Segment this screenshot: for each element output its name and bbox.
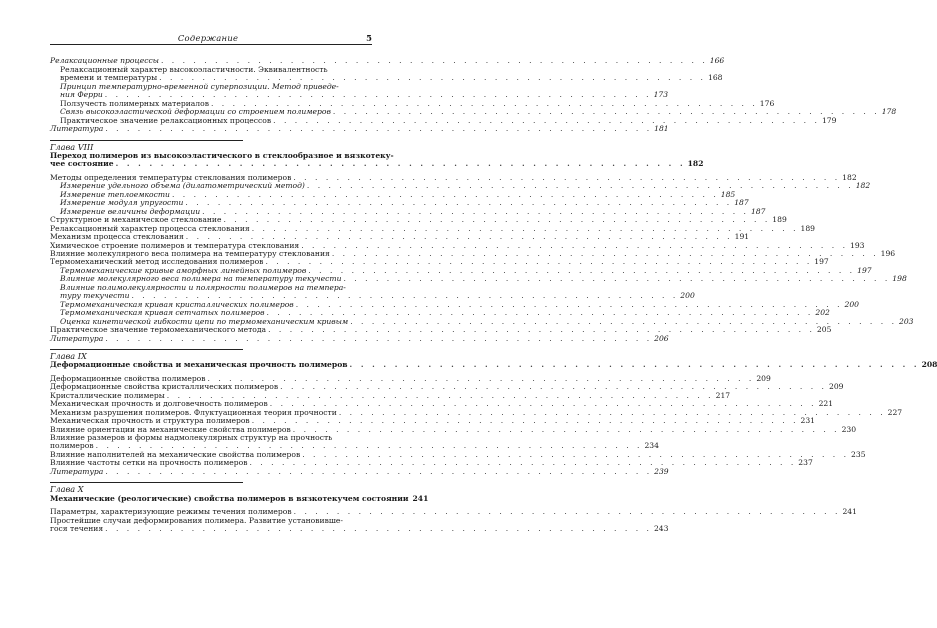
toc-entry-title: ния Ферри: [60, 90, 103, 100]
dot-leader: . . . . . . . . . . . . . . . . . . . . . . . . . . . . . . . . . . . . . . . . . . . . . . . . . . .: [251, 223, 799, 233]
toc-entry: [50, 466, 669, 476]
toc-entry-line: Переход полимеров из высокоэластического в стеклообразное и вязкотеку-: [50, 150, 394, 160]
toc-entry: [50, 124, 669, 134]
toc-page-number: 227: [887, 407, 903, 417]
dot-leader: . . . . . . . . . . . . . . . . . . . . . . . . . . . . . . . . . . . . . . . . . . . . . . . . . . .: [343, 274, 891, 284]
toc-page-number: 241: [842, 507, 857, 517]
toc-entry-title: Влияние частоты сетки на прочность полимеров: [50, 458, 248, 468]
toc-page-number: 187: [750, 206, 766, 216]
toc-page-number: 168: [707, 73, 723, 83]
toc-page-number: 200: [844, 299, 859, 309]
dot-leader: . . . . . . . . . . . . . . . . . . . . . . . . . . . . . . . . . . . . . . . . . . . . . . . . . . .: [295, 299, 843, 309]
dot-leader: . . . . . . . . . . . . . . . . . . . . . . . . . . . . . . . . . . . . . . . . . . . . . . . . . . .: [293, 507, 841, 517]
toc-page-number: 206: [654, 333, 669, 343]
toc-page-number: 202: [815, 308, 830, 318]
toc-entry-title: полимеров: [50, 441, 94, 451]
dot-leader: . . . . . . . . . . . . . . . . . . . . . . . . . . . . . . . . . . . . . . . . . . . . . . . . . . .: [332, 107, 880, 117]
dot-leader: . . . . . . . . . . . . . . . . . . . . . . . . . . . . . . . . . . . . . . . . . . . . . . . . . . .: [269, 399, 817, 409]
toc-entry-title: Деформационные свойства кристаллических полимеров: [50, 382, 279, 392]
chapter-heading: Глава VIII: [50, 140, 243, 151]
dot-leader: . . . . . . . . . . . . . . . . . . . . . . . . . . . . . . . . . . . . . . . . . . . . . . . . . . .: [95, 441, 643, 451]
page-number: 5: [366, 33, 372, 43]
toc-entry-title: Связь высокоэластической деформации со строением полимеров: [60, 107, 331, 117]
toc-entry: [50, 493, 429, 503]
toc-entry-title: Практическое значение термомеханического метода: [50, 325, 267, 335]
chapter-heading: Глава IX: [50, 349, 243, 360]
toc-entry-line: Влияние размеров и формы надмолекулярных структур на прочность: [50, 433, 333, 443]
toc-entry-title: Практическое значение релаксационных процессов: [60, 115, 272, 125]
dot-leader: . . . . . . . . . . . . . . . . . . . . . . . . . . . . . . . . . . . . . . . . . . . . . . . . . . .: [105, 524, 652, 534]
dot-leader: . . . . . . . . . . . . . . . . . . . . . . . . . . . . . . . . . . . . . . . . . . . . . . . . . . .: [185, 232, 733, 242]
toc-entry-title: Литература: [50, 333, 104, 343]
toc-entry-title: Влияние молекулярного веса полимера на температуру стеклования: [50, 248, 330, 258]
toc-page-number: 197: [857, 265, 872, 275]
dot-leader: . . . . . . . . . . . . . . . . . . . . . . . . . . . . . . . . . . . . . . . . . . . . . . . . . . .: [251, 416, 799, 426]
dot-leader: . . . . . . . . . . . . . . . . . . . . . . . . . . . . . . . . . . . . . . . . . . . . . . . . . . .: [131, 291, 679, 301]
toc-entry-title: Термомеханические кривые аморфных линейных полимеров: [60, 265, 307, 275]
toc-entry-line: Релаксационный характер высокоэластичности. Эквивалентность: [60, 64, 328, 74]
toc-entry: [50, 360, 937, 370]
dot-leader: . . . . . . . . . . . . . . . . . . . . . . . . . . . . . . . . . . . . . . . . . . . . . . . . . . .: [280, 382, 827, 392]
toc-page-number: 197: [814, 257, 829, 267]
toc-page-number: 231: [800, 416, 816, 426]
toc-page-number: 200: [680, 291, 695, 301]
dot-leader: . . . . . . . . . . . . . . . . . . . . . . . . . . . . . . . . . . . . . . . . . . . . . . . . . . .: [185, 198, 733, 208]
toc-entry-title: Литература: [50, 124, 104, 134]
toc-entry-title: Деформационные свойства полимеров: [50, 373, 206, 383]
dot-leader: . . . . . . . . . . . . . . . . . . . . . . . . . . . . . . . . . . . . . . . . . . . . . . . . . . .: [302, 449, 850, 459]
dot-leader: . . . . . . . . . . . . . . . . . . . . . . . . . . . . . . . . . . . . . . . . . . . . . . . . . . .: [171, 189, 719, 199]
toc-page-number: 182: [855, 181, 871, 191]
toc-page-number: 181: [654, 124, 669, 134]
dot-leader: . . . . . . . . . . . . . . . . . . . . . . . . . . . . . . . . . . . . . . . . . . . . . . . . . . .: [202, 206, 749, 216]
toc-entry-title: Релаксационный характер процесса стеклования: [50, 223, 250, 233]
toc-page-number: 209: [828, 382, 844, 392]
dot-leader: . . . . . . . . . . . . . . . . . . . . . . . . . . . . . . . . . . . . . . . . . . . . . . . . . . .: [104, 90, 652, 100]
toc-entry-line: Простейшие случаи деформирования полимера. Развитие установивше-: [50, 515, 343, 525]
toc-entry-title: Измерение теплоемкости: [60, 189, 170, 199]
dot-leader: . . . . . . . . . . . . . . . . . . . . . . . . . . . . . . . . . . . . . . . . . . . . . . . . . . .: [292, 424, 840, 434]
dot-leader: . . . . . . . . . . . . . . . . . . . . . . . . . . . . . . . . . . . . . . . . . . . . . . . . . . .: [207, 373, 755, 383]
toc-entry-title: времени и температуры: [60, 73, 158, 83]
dot-leader: . . . . . . . . . . . . . . . . . . . . . . . . . . . . . . . . . . . . . . . . . . . . . . . . . . .: [306, 181, 854, 191]
toc-page-number: 205: [816, 325, 832, 335]
toc-page-number: 189: [800, 223, 815, 233]
toc-entry-title: Влияние наполнителей на механические свойства полимеров: [50, 449, 301, 459]
toc-entry-title: Механические (реологические) свойства полимеров в вязкотекучем состоянии: [50, 493, 409, 503]
toc-entry-title: Механизм процесса стеклования: [50, 232, 184, 242]
toc-entry-title: Влияние молекулярного веса полимера на температуру текучести: [60, 274, 342, 284]
toc-page-number: 221: [818, 399, 834, 409]
toc-entry-title: Измерение модуля упругости: [60, 198, 184, 208]
toc-entry-title: Структурное и механическое стеклование: [50, 215, 222, 225]
dot-leader: . . . . . . . . . . . . . . . . . . . . . . . . . . . . . . . . . . . . . . . . . . . . . . . . . . .: [273, 115, 820, 125]
dot-leader: . . . . . . . . . . . . . . . . . . . . . . . . . . . . . . . . . . . . . . . . . . . . . . . . . . .: [265, 257, 813, 267]
toc-page: [50, 33, 937, 534]
toc-page-number: 191: [734, 232, 750, 242]
toc-entry-title: Кристаллические полимеры: [50, 390, 165, 400]
toc-page-number: 196: [880, 248, 896, 258]
toc-entry-title: Литература: [50, 466, 104, 476]
toc-entry-title: Измерение величины деформации: [60, 206, 201, 216]
dot-leader: . . . . . . . . . . . . . . . . . . . . . . . . . . . . . . . . . . . . . . . . . . . . . . . . . . .: [293, 172, 841, 182]
toc-entry-title: Влияние ориентации на механические свойства полимеров: [50, 424, 291, 434]
toc-page-number: 234: [644, 441, 659, 451]
toc-entry-title: Ползучесть полимерных материалов: [60, 98, 209, 108]
toc-page-number: 230: [841, 424, 857, 434]
toc-entry-title: Измерение удельного объема (дилатометрический метод): [60, 181, 305, 191]
dot-leader: . . . . . . . . . . . . . . . . . . . . . . . . . . . . . . . . . . . . . . . . . . . . . . . . . . .: [331, 248, 879, 258]
toc-entry: [50, 159, 704, 169]
running-header-title: Содержание: [177, 33, 239, 43]
dot-leader: . . . . . . . . . . . . . . . . . . . . . . . . . . . . . . . . . . . . . . . . . . . . . . . . . . .: [301, 240, 848, 250]
toc-entry-title: Термомеханическая кривая кристаллических полимеров: [60, 299, 294, 309]
toc-entry-title: Термомеханическая кривая сетчатых полимеров: [60, 308, 265, 318]
toc-page-number: 239: [654, 466, 669, 476]
dot-leader: . . . . . . . . . . . . . . . . . . . . . . . . . . . . . . . . . . . . . . . . . . . . . . . . . . .: [350, 316, 898, 326]
dot-leader: . . . . . . . . . . . . . . . . . . . . . . . . . . . . . . . . . . . . . . . . . . . . . . . . . . .: [349, 360, 920, 370]
toc-page-number: 189: [772, 215, 787, 225]
toc-page-number: 173: [653, 90, 669, 100]
toc-page-number: 237: [798, 458, 813, 468]
toc-page-number: 176: [759, 98, 775, 108]
toc-entry: [50, 333, 669, 343]
dot-leader: . . . . . . . . . . . . . . . . . . . . . . . . . . . . . . . . . . . . . . . . . . . . . . . . . . .: [159, 73, 706, 83]
dot-leader: . . . . . . . . . . . . . . . . . . . . . . . . . . . . . . . . . . . . . . . . . . . . . . . . . . .: [105, 466, 653, 476]
toc-page-number: 241: [412, 493, 429, 503]
toc-page-number: 178: [881, 107, 897, 117]
toc-entry-title: Механическая прочность и долговечность полимеров: [50, 399, 268, 409]
toc-page-number: 209: [756, 373, 771, 383]
toc-page-number: 185: [720, 189, 736, 199]
toc-entry-title: Механическая прочность и структура полимеров: [50, 416, 250, 426]
dot-leader: . . . . . . . . . . . . . . . . . . . . . . . . . . . . . . . . . . . . . . . . . . . . . . . . . . .: [115, 159, 686, 169]
toc-page-number: 198: [892, 274, 907, 284]
toc-entry-title: гося течения: [50, 524, 104, 534]
dot-leader: . . . . . . . . . . . . . . . . . . . . . . . . . . . . . . . . . . . . . . . . . . . . . . . . . . .: [160, 56, 708, 66]
dot-leader: . . . . . . . . . . . . . . . . . . . . . . . . . . . . . . . . . . . . . . . . . . . . . . . . . . .: [338, 407, 886, 417]
dot-leader: . . . . . . . . . . . . . . . . . . . . . . . . . . . . . . . . . . . . . . . . . . . . . . . . . . .: [210, 98, 758, 108]
toc-list: [50, 56, 937, 534]
dot-leader: . . . . . . . . . . . . . . . . . . . . . . . . . . . . . . . . . . . . . . . . . . . . . . . . . . .: [105, 124, 653, 134]
toc-page-number: 182: [687, 159, 704, 169]
toc-page-number: 208: [921, 360, 937, 370]
chapter-heading: Глава X: [50, 482, 243, 493]
dot-leader: . . . . . . . . . . . . . . . . . . . . . . . . . . . . . . . . . . . . . . . . . . . . . . . . . . .: [105, 333, 653, 343]
toc-page-number: 243: [653, 524, 669, 534]
toc-page-number: 187: [734, 198, 749, 208]
running-header: [50, 34, 372, 45]
toc-page-number: 182: [842, 172, 857, 182]
toc-entry-title: Химическое строение полимеров и температура стеклования: [50, 240, 300, 250]
toc-entry-title: Параметры, характеризующие режимы течения полимеров: [50, 507, 292, 517]
toc-entry-line: Принцип температурно-временной суперпозиции. Метод приведе-: [60, 81, 339, 91]
dot-leader: . . . . . . . . . . . . . . . . . . . . . . . . . . . . . . . . . . . . . . . . . . . . . . . . . . .: [249, 458, 797, 468]
toc-entry-title: Механизм разрушения полимеров. Флуктуационная теория прочности: [50, 407, 337, 417]
toc-entry-title: Оценка кинетической гибкости цепи по термомеханическим кривым: [60, 316, 349, 326]
dot-leader: . . . . . . . . . . . . . . . . . . . . . . . . . . . . . . . . . . . . . . . . . . . . . . . . . . .: [166, 390, 714, 400]
dot-leader: . . . . . . . . . . . . . . . . . . . . . . . . . . . . . . . . . . . . . . . . . . . . . . . . . . .: [223, 215, 771, 225]
toc-page-number: 235: [851, 449, 866, 459]
toc-entry-title: чее состояние: [50, 159, 114, 169]
toc-entry-title: Методы определения температуры стеклования полимеров: [50, 172, 292, 182]
toc-entry-title: Деформационные свойства и механическая прочность полимеров: [50, 360, 348, 370]
dot-leader: . . . . . . . . . . . . . . . . . . . . . . . . . . . . . . . . . . . . . . . . . . . . . . . . . . .: [268, 325, 815, 335]
dot-leader: . . . . . . . . . . . . . . . . . . . . . . . . . . . . . . . . . . . . . . . . . . . . . . . . . . .: [266, 308, 814, 318]
toc-page-number: 193: [850, 240, 865, 250]
toc-page-number: 166: [709, 56, 725, 66]
toc-entry: [50, 524, 669, 534]
toc-page-number: 179: [821, 115, 837, 125]
toc-entry-title: Релаксационные процессы: [50, 56, 159, 66]
toc-entry-line: Влияние полимолекулярности и полярности полимеров на темпера-: [60, 282, 346, 292]
toc-entry-title: туру текучести: [60, 291, 130, 301]
toc-entry-title: Термомеханический метод исследования полимеров: [50, 257, 264, 267]
toc-page-number: 217: [715, 390, 731, 400]
dot-leader: . . . . . . . . . . . . . . . . . . . . . . . . . . . . . . . . . . . . . . . . . . . . . . . . . . .: [308, 265, 856, 275]
toc-page-number: 203: [899, 316, 914, 326]
